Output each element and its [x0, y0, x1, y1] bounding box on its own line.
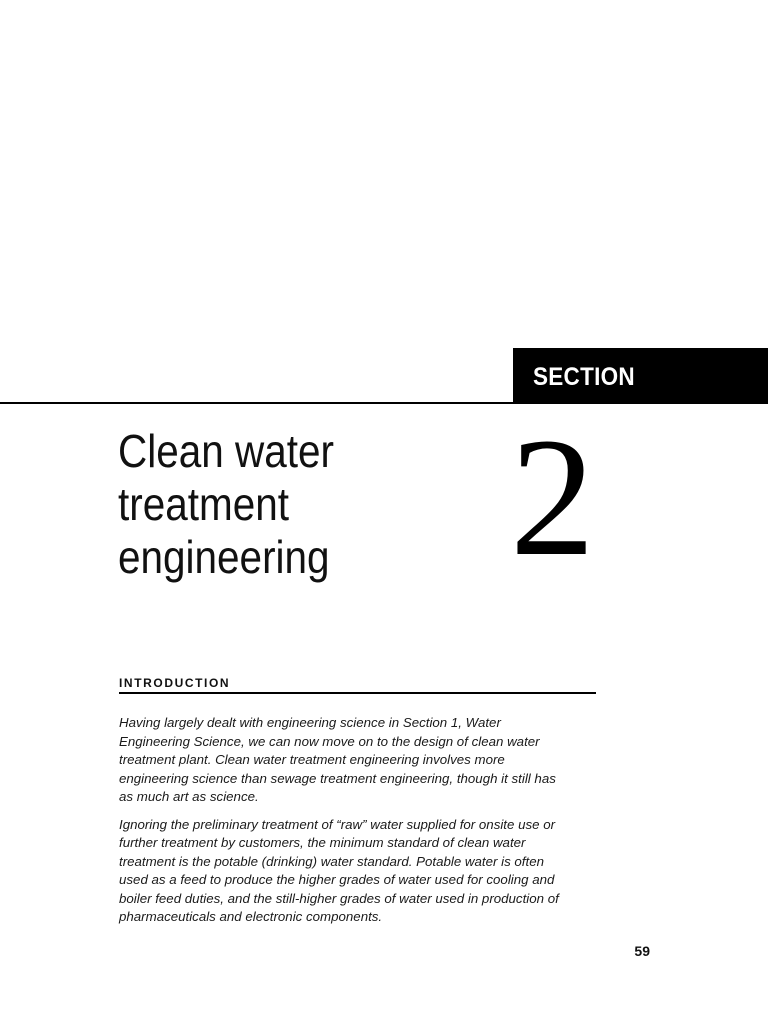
paragraph-1-line-2: Engineering Science, we can now move on to the design of clean water [119, 733, 540, 749]
introduction-paragraph-1 [119, 714, 595, 807]
paragraph-2-line-6: pharmaceuticals and electronic components. [119, 909, 383, 924]
introduction-body [119, 714, 595, 936]
chapter-title-line-1: Clean water [118, 425, 334, 477]
paragraph-1-line-3: treatment plant. Clean water treatment engineering involves more [119, 752, 505, 767]
paragraph-1-line-4: engineering science than sewage treatment engineering, though it still has [119, 770, 556, 786]
section-banner [513, 348, 768, 403]
chapter-title [118, 425, 417, 584]
introduction-heading: INTRODUCTION [119, 675, 596, 694]
page-number: 59 [634, 943, 650, 959]
paragraph-2-line-1: Ignoring the preliminary treatment of “raw” water supplied for onsite use or [119, 816, 556, 832]
chapter-title-line-3: engineering [118, 531, 330, 583]
paragraph-1-line-5: as much art as science. [119, 789, 259, 804]
paragraph-2-line-4: used as a feed to produce the higher grades of water used for cooling and [119, 872, 555, 887]
paragraph-2-line-3: treatment is the potable (drinking) water standard. Potable water is often [119, 853, 544, 869]
paragraph-2-line-5: boiler feed duties, and the still-higher grades of water used in production of [119, 890, 559, 906]
section-label: SECTION [533, 363, 635, 391]
paragraph-1-line-1: Having largely dealt with engineering science in Section 1, Water [119, 715, 501, 730]
chapter-title-line-2: treatment [118, 478, 289, 530]
paragraph-2-line-2: further treatment by customers, the minimum standard of clean water [119, 835, 526, 850]
introduction-paragraph-2 [119, 816, 595, 927]
section-number: 2 [510, 403, 595, 591]
